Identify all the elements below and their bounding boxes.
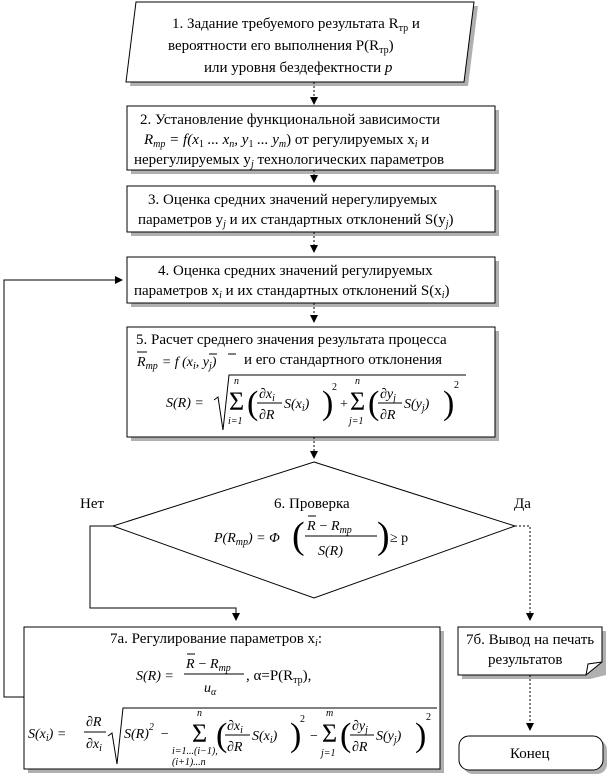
svg-text:S(xi) =: $S(x_i)$ =	[28, 727, 67, 744]
label-yes: Да	[514, 496, 531, 512]
svg-text:∂R: ∂R	[352, 740, 368, 755]
block-2-line-2: $R_{тр} = f(x_1$ ... $x_n$, $y_1$ ... $y_m$) от регулируемых $x_i$ и	[144, 132, 430, 150]
svg-text:R−Rтр: $R - R_{тр}$	[307, 519, 352, 536]
block-2-line-1: 2. Установление функциональной зависимости	[140, 112, 441, 128]
block-7b-output	[458, 627, 606, 679]
svg-text:∂R: ∂R	[380, 408, 396, 423]
svg-text:S(xi): $S(x_i)$	[252, 729, 278, 746]
block-1-line-2: вероятности его выполнения $P(R_{тр})$	[168, 38, 394, 56]
svg-text:): )	[377, 515, 390, 557]
svg-text:−: −	[310, 729, 318, 744]
block-4-regulated	[127, 257, 499, 307]
svg-text:∂R: ∂R	[259, 408, 275, 423]
block-end	[459, 736, 607, 774]
svg-text:Σ: Σ	[350, 387, 366, 416]
svg-text:2: 2	[426, 712, 431, 723]
svg-text:(: (	[368, 385, 380, 422]
svg-text:≥ p: ≥ p	[390, 531, 409, 546]
block-3-line-1: 3. Оценка средних значений нерегулируемых	[148, 192, 438, 208]
block-5-line-1: 5. Расчет среднего значения результата процесса	[136, 332, 447, 348]
svg-text:): )	[443, 385, 455, 422]
svg-text:j=1: j=1	[349, 416, 364, 427]
svg-text:n: n	[234, 376, 239, 387]
svg-text:∂yj: $\partial y_j$	[352, 719, 368, 736]
svg-text:S(xi): $S(x_i)$	[284, 397, 310, 414]
svg-text:∂xi: $\partial x_i$	[86, 737, 102, 754]
block-5-mean-formula: $R_{тр} = f$ ($x_i$, $y_j$)	[137, 355, 217, 372]
block-5-sr: S(R) =	[166, 396, 204, 411]
block-5-line-2: и его стандартного отклонения	[244, 352, 443, 368]
svg-text:(: (	[247, 385, 259, 422]
decision-title: 6. Проверка	[274, 496, 350, 512]
svg-text:S(yj): $S(y_j)$	[376, 729, 402, 746]
block-1-line-1: 1. Задание требуемого результата $R_{тр}$ и	[172, 16, 420, 34]
svg-text:∂xi: $\partial x_i$	[227, 719, 243, 736]
block-4-line-1: 4. Оценка средних значений регулируемых	[158, 263, 433, 279]
svg-text:Σ: Σ	[192, 719, 208, 748]
svg-text:Σ: Σ	[322, 719, 338, 748]
svg-text:∂yj: $\partial y_j$	[380, 387, 396, 404]
svg-text:R−Rтр: $R - R_{тр}$	[186, 657, 231, 674]
svg-text:): )	[290, 717, 302, 754]
svg-text:2: 2	[332, 382, 337, 393]
svg-text:2: 2	[454, 380, 459, 391]
block-7a-alpha: , $\alpha=P(R_{тр})$,	[246, 668, 312, 686]
svg-text:): )	[415, 717, 427, 754]
svg-text:S(yj): $S(y_j)$	[404, 397, 430, 414]
svg-text:uα: $u_\alpha$	[204, 681, 217, 698]
svg-text:+: +	[340, 397, 348, 412]
block-2-line-3: нерегулируемых $y_j$ технологических параметров	[134, 152, 445, 170]
block-7b-line-1: 7б. Вывод на печать	[466, 632, 595, 648]
svg-text:S(R)2−: $S(R)^2$ −	[124, 722, 170, 742]
block-4-line-2: параметров $x_i$ и их стандартных отклонений $S(x_i)$	[134, 283, 450, 301]
block-3-line-2: параметров $y_j$ и их стандартных отклонений $S(y_j)$	[138, 212, 454, 230]
svg-text:S(R) =: S(R) =	[136, 669, 174, 684]
svg-text:Σ: Σ	[229, 387, 245, 416]
block-2-dependency	[127, 106, 499, 174]
svg-text:(: (	[292, 515, 305, 557]
block-5-dxi: $\partial x_i$	[259, 387, 275, 404]
block-7a-title: 7а. Регулирование параметров $x_i$:	[110, 631, 322, 649]
block-3-unregulated	[127, 186, 499, 236]
label-no: Нет	[80, 496, 105, 512]
svg-text:j=1: j=1	[321, 748, 336, 759]
svg-text:n: n	[197, 708, 202, 719]
svg-text:n: n	[355, 376, 360, 387]
block-5-calculation	[127, 327, 499, 441]
end-label: Конец	[510, 746, 550, 762]
svg-text:(: (	[340, 717, 352, 754]
svg-text:∂R: ∂R	[86, 715, 102, 730]
block-1-input	[126, 2, 478, 86]
decision-formula: $P(R_{тр}) = \Phi$	[214, 531, 280, 548]
svg-text:(: (	[216, 717, 228, 754]
svg-text:∂R: ∂R	[227, 740, 243, 755]
svg-text:m: m	[326, 708, 334, 719]
block-1-line-3: или уровня бездефектности p	[204, 60, 393, 76]
svg-text:(i+1)...n: (i+1)...n	[172, 757, 206, 768]
svg-text:S(R): S(R)	[318, 544, 343, 559]
decision-check	[113, 462, 515, 598]
svg-text:2: 2	[300, 714, 305, 725]
svg-text:i=1...(i−1),: i=1...(i−1),	[172, 746, 218, 757]
svg-text:i=1: i=1	[228, 416, 243, 427]
connector-yes	[515, 526, 530, 620]
block-7a-regulation	[24, 627, 444, 773]
svg-text:): )	[322, 385, 334, 422]
block-7b-line-2: результатов	[488, 652, 563, 668]
